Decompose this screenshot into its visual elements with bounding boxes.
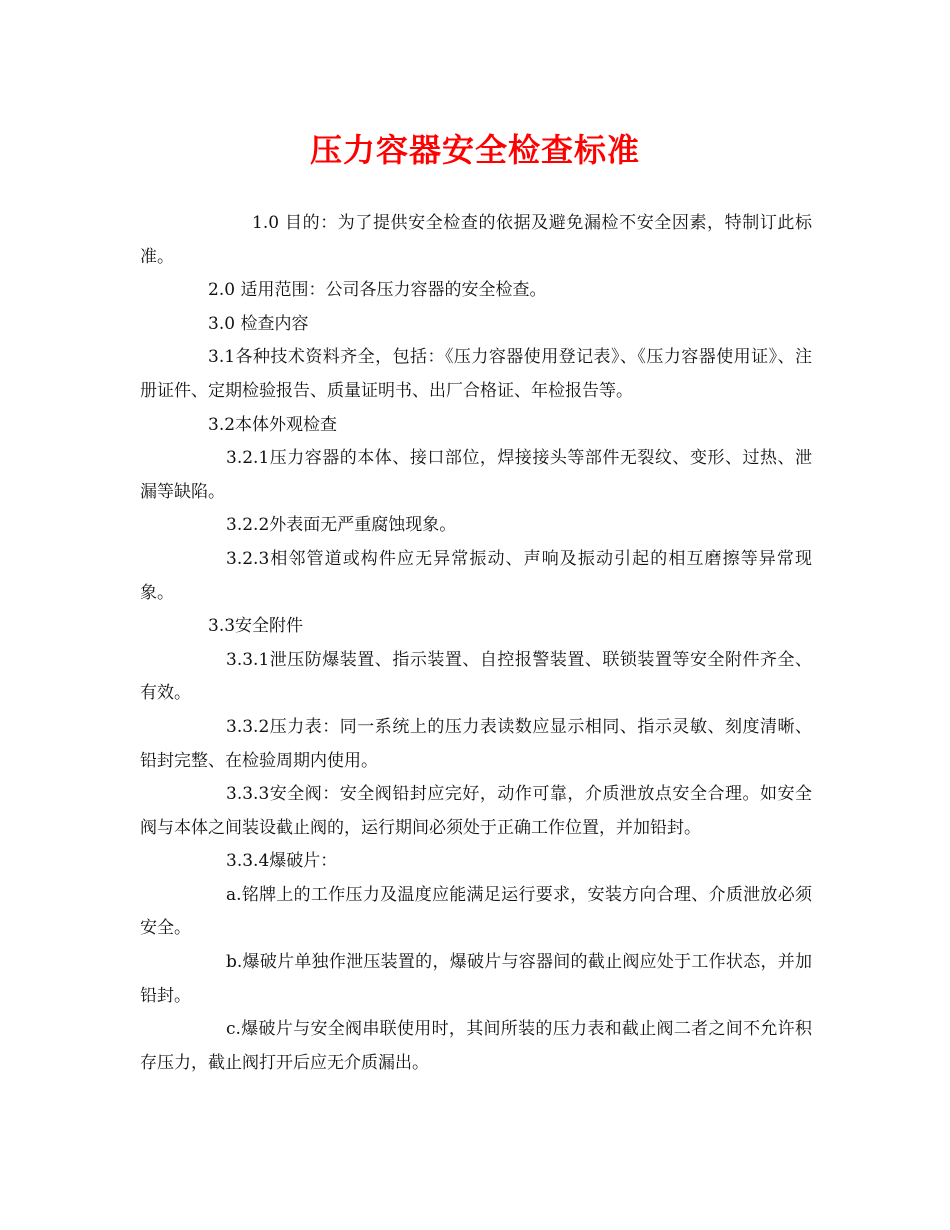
document-body	[140, 207, 812, 1080]
paragraph-1-0-purpose: 1.0 目的：为了提供安全检查的依据及避免漏检不安全因素，特制订此标准。	[140, 213, 812, 267]
paragraph-3-2-2: 3.2.2外表面无严重腐蚀现象。	[226, 515, 457, 536]
paragraph-3-0-inspection-content: 3.0 检查内容	[208, 313, 309, 334]
paragraph-3-2-3: 3.2.3相邻管道或构件应无异常振动、声响及振动引起的相互磨擦等异常现象。	[140, 548, 812, 603]
paragraph-3-1-technical-documents: 3.1各种技术资料齐全，包括：《压力容器使用登记表》、《压力容器使用证》、注册证件、定期检验报告、质量证明书、出厂合格证、年检报告等。	[140, 347, 812, 401]
paragraph-2-0-scope: 2.0 适用范围：公司各压力容器的安全检查。	[208, 280, 547, 301]
paragraph-3-2-1: 3.2.1压力容器的本体、接口部位，焊接接头等部件无裂纹、变形、过热、泄漏等缺陷。	[140, 448, 812, 502]
paragraph-item-a: a.铭牌上的工作压力及温度应能满足运行要求，安装方向合理、介质泄放必须安全。	[140, 884, 812, 939]
paragraph-3-3-1: 3.3.1泄压防爆装置、指示装置、自控报警装置、联锁装置等安全附件齐全、有效。	[140, 649, 812, 704]
paragraph-item-b: b.爆破片单独作泄压装置的，爆破片与容器间的截止阀应处于工作状态，并加铅封。	[140, 952, 812, 1006]
document-title: 压力容器安全检查标准	[309, 131, 640, 169]
paragraph-3-3-4-rupture-disc: 3.3.4爆破片：	[226, 851, 338, 872]
paragraph-3-3-3-safety-valve: 3.3.3安全阀：安全阀铅封应完好，动作可靠，介质泄放点安全合理。如安全阀与本体之间装设截止阀的，运行期间必须处于正确工作位置，并加铅封。	[140, 784, 812, 838]
paragraph-3-3-safety-accessories: 3.3安全附件	[208, 616, 304, 637]
paragraph-3-2-body-appearance: 3.2本体外观检查	[208, 414, 338, 435]
paragraph-3-3-2-pressure-gauge: 3.3.2压力表：同一系统上的压力表读数应显示相同、指示灵敏、刻度清晰、铅封完整、在检验周期内使用。	[140, 716, 812, 771]
paragraph-item-c: c.爆破片与安全阀串联使用时，其间所装的压力表和截止阀二者之间不允许积存压力，截止阀打开后应无介质漏出。	[140, 1019, 812, 1073]
